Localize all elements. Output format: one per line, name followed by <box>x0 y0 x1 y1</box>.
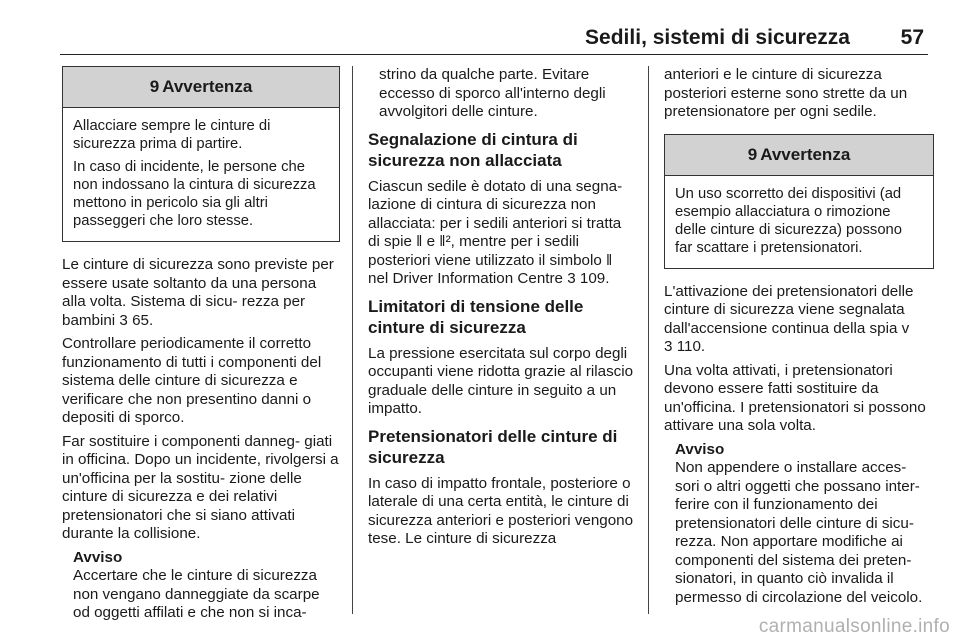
warning-paragraph: In caso di incidente, le persone che non indossano la cintura di sicurezza mettono in pericolo sia gli altri passeggeri che loro stesse. <box>73 159 316 229</box>
column-right <box>664 66 934 612</box>
body-paragraph: Ciascun sedile è dotato di una segna- lazione di cintura di sicurezza non allacciata: per i sedili anteriori si tratta di spie ǁ e ǁ², mentre per i sedili posteriori viene utilizzato il simbolo ǁ nel Driver Information Centre 3 109. <box>368 177 623 287</box>
body-paragraph: L'attivazione dei pretensionatori delle cinture di sicurezza viene segnalata dall'accensione continua della spia v 3 110. <box>664 282 914 355</box>
seatbelt-icon: ǁ <box>416 233 423 250</box>
seatbelt-rear-icon: ǁ² <box>439 233 451 250</box>
warning-box <box>62 66 340 242</box>
body-paragraph: anteriori e le cinture di sicurezza posteriori esterne sono strette da un pretensionatore per ogni sedile. <box>664 66 908 120</box>
note-block <box>62 549 340 623</box>
note-title: Avviso <box>675 440 725 458</box>
column-middle <box>368 66 636 554</box>
airbag-warning-icon: v <box>901 319 910 337</box>
note-text: Non appendere o installare acces- sori o altri oggetti che possano inter- ferire con il funzionamento dei pretensionatori delle cinture di sicu- rezza. Non apportare modifiche ai componenti del sistema dei preten- sionatori, in quanto ciò invalida il permesso di circolazione del veicolo. <box>675 459 923 606</box>
page-reference-icon: 3 <box>664 338 673 355</box>
warning-icon: 9 <box>747 144 758 164</box>
column-divider <box>648 66 649 614</box>
note-text: Accertare che le cinture di sicurezza non vengano danneggiate da scarpe od oggetti affilati e che non si inca- <box>73 567 320 621</box>
body-paragraph: Le cinture di sicurezza sono previste per essere usate soltanto da una persona alla volta. Sistema di sicu- rezza per bambini 3 65. <box>62 256 334 329</box>
warning-body <box>63 108 339 241</box>
section-heading: Pretensionatori delle cinture di sicurezza <box>368 426 618 467</box>
column-divider <box>352 66 353 614</box>
body-paragraph: Una volta attivati, i pretensionatori devono essere fatti sostituire da un'officina. I pretensionatori si possono attivare una sola volta. <box>664 361 926 434</box>
warning-title: Avvertenza <box>162 77 253 96</box>
body-paragraph: Controllare periodicamente il corretto funzionamento di tutti i componenti del sistema delle cinture di sicurezza e verificare che non presentino danni o depositi di sporco. <box>62 335 322 426</box>
note-block-continued <box>368 66 636 122</box>
page-reference: 65. <box>132 311 154 329</box>
page-reference: 110. <box>676 338 706 355</box>
watermark: carmanualsonline.info <box>758 616 950 637</box>
section-heading: Limitatori di tensione delle cinture di sicurezza <box>368 296 584 337</box>
page-header <box>60 24 928 55</box>
page-reference-icon: 3 <box>119 311 128 329</box>
column-left <box>62 66 340 628</box>
body-paragraph: Far sostituire i componenti danneg- giati in officina. Dopo un incidente, rivolgersi a un'officina per la sostitu- zione delle cinture di sicurezza e dei relativi pretensionatori che si siano attivati durante la collisione. <box>62 432 339 542</box>
warning-box <box>664 134 934 269</box>
warning-title: Avvertenza <box>760 144 851 164</box>
warning-paragraph: Un uso scorretto dei dispositivi (ad esempio allacciatura o rimozione delle cinture di sicurezza) possono far scattare i pretensionatori. <box>675 185 903 256</box>
note-block <box>664 441 934 608</box>
body-paragraph: La pressione esercitata sul corpo degli occupanti viene ridotta grazie al rilascio graduale delle cinture in seguito a un impatto. <box>368 344 634 417</box>
page-reference: 109. <box>579 270 610 287</box>
warning-icon: 9 <box>149 77 160 96</box>
warning-paragraph: Allacciare sempre le cinture di sicurezza prima di partire. <box>73 118 271 152</box>
body-paragraph: In caso di impatto frontale, posteriore o laterale di una certa entità, le cinture di sicurezza anteriori e posteriori vengono tese. Le cinture di sicurezza <box>368 474 634 547</box>
note-text: strino da qualche parte. Evitare eccesso di sporco all'interno degli avvolgitori delle cinture. <box>379 66 606 120</box>
warning-header <box>63 67 339 108</box>
section-heading: Segnalazione di cintura di sicurezza non allacciata <box>368 129 578 170</box>
section-title: Sedili, sistemi di sicurezza <box>585 26 850 49</box>
page-reference-icon: 3 <box>567 270 576 287</box>
page-number: 57 <box>900 26 924 49</box>
note-title: Avviso <box>73 548 123 566</box>
warning-body <box>665 176 933 268</box>
seatbelt-icon: ǁ <box>606 251 613 269</box>
warning-header <box>665 135 933 176</box>
